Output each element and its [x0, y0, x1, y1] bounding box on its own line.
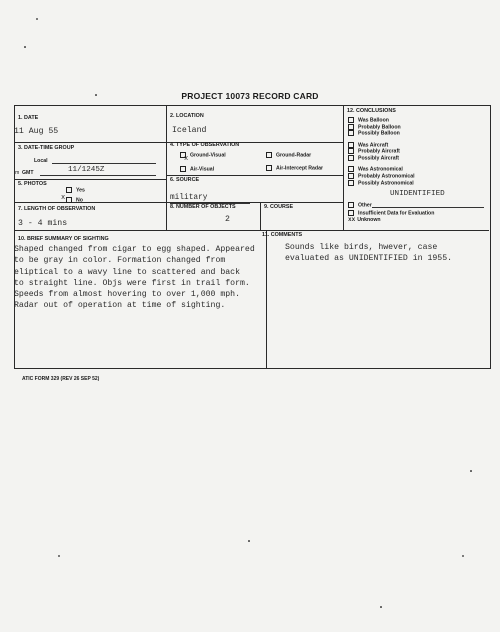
date-value: 11 Aug 55: [14, 127, 59, 136]
local-label: Local: [34, 158, 48, 164]
scan-speck: [95, 94, 97, 96]
option-ground-radar[interactable]: Ground-Radar: [266, 152, 311, 158]
conclusion-other[interactable]: Other: [348, 202, 372, 209]
conclusions-label: 12. CONCLUSIONS: [347, 108, 396, 114]
type-of-observation-label: 4. TYPE OF OBSERVATION: [170, 142, 240, 148]
conclusion-option[interactable]: Probably Aircraft: [348, 148, 415, 155]
conclusion-option[interactable]: Possibly Aircraft: [348, 155, 415, 162]
length-of-observation-label: 7. LENGTH OF OBSERVATION: [18, 206, 96, 212]
summary-line: eliptical to a wavy line to scattered and back: [14, 267, 241, 277]
conclusion-insufficient-data[interactable]: Insufficient Data for Evaluation: [348, 210, 434, 217]
summary-line: Speeds from almost hovering to over 1,000 mph.: [14, 290, 241, 300]
checkbox-icon: [66, 187, 72, 193]
divider: [14, 230, 489, 231]
photos-label: 5. PHOTOS: [18, 181, 47, 187]
conclusion-option[interactable]: Was Aircraft: [348, 142, 415, 149]
summary-label: 10. BRIEF SUMMARY OF SIGHTING: [18, 236, 109, 242]
photos-no-mark: x: [61, 194, 66, 202]
margin-mark: m: [15, 170, 20, 176]
scan-speck: [36, 18, 38, 20]
summary-line: Shaped changed from cigar to egg shaped. Appeared: [14, 245, 255, 254]
checkbox-icon: [348, 166, 354, 172]
conclusion-option[interactable]: Possibly Astronomical: [348, 180, 415, 187]
divider: [166, 105, 167, 230]
comments-text: [285, 242, 485, 264]
checkbox-icon: [348, 124, 354, 130]
conclusion-option[interactable]: Possibly Balloon: [348, 130, 415, 137]
conclusion-option[interactable]: Was Balloon: [348, 117, 415, 124]
photos-yes-option[interactable]: Yes: [66, 187, 85, 193]
option-ground-visual[interactable]: Ground-Visual: [180, 152, 226, 158]
form-title: PROJECT 10073 RECORD CARD: [181, 91, 319, 101]
checkbox-icon: [348, 117, 354, 123]
checkbox-icon: [348, 173, 354, 179]
divider: [343, 105, 344, 230]
photos-no-option[interactable]: No: [66, 197, 83, 203]
conclusion-option[interactable]: Was Astronomical: [348, 166, 415, 173]
checkbox-icon: [180, 166, 186, 172]
checkbox-icon: [266, 165, 272, 171]
summary-text: [14, 244, 265, 312]
divider: [14, 179, 166, 180]
location-label: 2. LOCATION: [170, 113, 204, 119]
summary-line: Radar out of operation at time of sighting.: [14, 301, 226, 311]
date-label: 1. DATE: [18, 115, 39, 121]
other-underline: [372, 207, 484, 208]
course-label: 9. COURSE: [264, 204, 294, 210]
divider: [166, 175, 343, 176]
divider: [260, 202, 261, 230]
option-air-visual[interactable]: Air-Visual: [180, 166, 214, 172]
conclusion-option[interactable]: Probably Astronomical: [348, 173, 415, 180]
divider: [266, 230, 267, 368]
scan-speck: [24, 46, 26, 48]
comments-label: 11. COMMENTS: [262, 232, 303, 238]
scan-speck: [248, 540, 250, 542]
length-of-observation-value: 3 - 4 mins: [18, 219, 68, 228]
gmt-label: GMT: [22, 170, 34, 176]
checkbox-icon: [348, 148, 354, 154]
date-time-group-label: 3. DATE-TIME GROUP: [18, 145, 75, 151]
number-of-objects-label: 8. NUMBER OF OBJECTS: [170, 204, 236, 210]
checkbox-icon: [348, 180, 354, 186]
gmt-value: 11/1245Z: [68, 166, 105, 174]
scan-speck: [380, 606, 382, 608]
checkbox-icon: [266, 152, 272, 158]
checkbox-icon: [348, 130, 354, 136]
checkbox-icon: [66, 197, 72, 203]
ground-visual-mark: x: [184, 155, 189, 163]
scan-speck: [470, 470, 472, 472]
unknown-mark: xx: [348, 216, 356, 223]
checkbox-icon: [348, 155, 354, 161]
comment-line: evaluated as UNIDENTIFIED in 1955.: [285, 254, 453, 263]
source-value: military: [170, 194, 208, 202]
number-of-objects-value: 2: [225, 215, 230, 224]
summary-line: to be gray in color. Formation changed from: [14, 256, 226, 266]
comment-line: Sounds like birds, hwever, case: [285, 243, 438, 252]
local-underline: [52, 163, 156, 164]
conclusions-list: [348, 117, 415, 186]
scan-speck: [58, 555, 60, 557]
conclusion-option[interactable]: Probably Balloon: [348, 124, 415, 131]
checkbox-icon: [348, 142, 354, 148]
scan-speck: [462, 555, 464, 557]
option-air-intercept-radar[interactable]: Air-Intercept Radar: [266, 165, 323, 171]
location-value: Iceland: [172, 126, 207, 135]
conclusion-unknown[interactable]: xx Unknown: [348, 216, 381, 223]
form-footer: ATIC FORM 329 (REV 26 SEP 52): [22, 376, 100, 382]
summary-line: to straight line. Objs were first in trail form.: [14, 278, 250, 288]
source-label: 6. SOURCE: [170, 177, 200, 183]
checkbox-icon: [348, 202, 354, 208]
other-value: UNIDENTIFIED: [390, 190, 445, 198]
gmt-underline: [40, 175, 156, 176]
